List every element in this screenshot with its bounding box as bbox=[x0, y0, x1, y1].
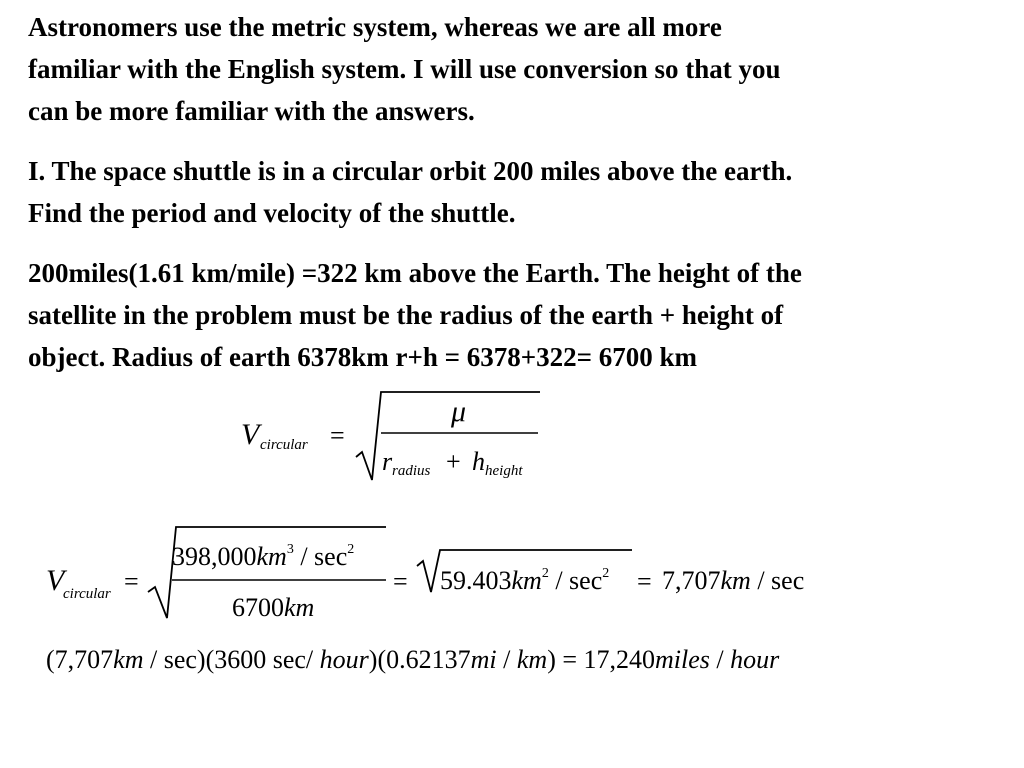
formula-mu: μ bbox=[451, 395, 467, 428]
intro-line: Astronomers use the metric system, whereas we are all more bbox=[28, 12, 722, 42]
solution-line: satellite in the problem must be the radius of the earth + height of bbox=[28, 300, 784, 330]
calc-equals-3: = bbox=[637, 567, 652, 596]
intro-line: familiar with the English system. I will use conversion so that you bbox=[28, 54, 781, 84]
formula-plus: + bbox=[446, 447, 461, 476]
calc-numerator: $398,000km^3 / \sec^2$ bbox=[172, 542, 355, 571]
formula-v-subscript: circular bbox=[260, 437, 308, 453]
calc-equals-2: = bbox=[393, 567, 408, 596]
velocity-formula bbox=[241, 392, 540, 480]
calc-equals-1: = bbox=[124, 567, 139, 596]
calc-result: 7,707km / sec bbox=[662, 566, 805, 595]
calc-middle-term: $59.403km^2 / \sec^2$ bbox=[440, 566, 610, 595]
problem-line: I. The space shuttle is in a circular orbit 200 miles above the earth. bbox=[28, 156, 793, 186]
formula-equals: = bbox=[330, 421, 345, 450]
calc-v-subscript: circular bbox=[63, 586, 111, 602]
formula-v: V bbox=[241, 418, 260, 451]
intro-line: can be more familiar with the answers. bbox=[28, 96, 475, 126]
unit-conversion bbox=[46, 645, 780, 674]
velocity-calculation bbox=[46, 527, 804, 622]
calc-v: V bbox=[46, 564, 65, 597]
calc-denominator: 6700km bbox=[232, 593, 315, 622]
formula-h: h bbox=[472, 447, 485, 476]
conversion-line: (7,707km / sec)(3600 sec/ hour)(0.62137mi / km) = 17,240miles / hour bbox=[46, 645, 780, 674]
solution-line: 200miles(1.61 km/mile) =322 km above the Earth. The height of the bbox=[28, 258, 802, 288]
formula-h-subscript: height bbox=[485, 463, 523, 479]
solution-line: object. Radius of earth 6378km r+h = 6378+322= 6700 km bbox=[28, 342, 698, 372]
formula-r: r bbox=[382, 447, 393, 476]
problem-line: Find the period and velocity of the shuttle. bbox=[28, 198, 516, 228]
formula-r-subscript: radius bbox=[392, 463, 431, 479]
